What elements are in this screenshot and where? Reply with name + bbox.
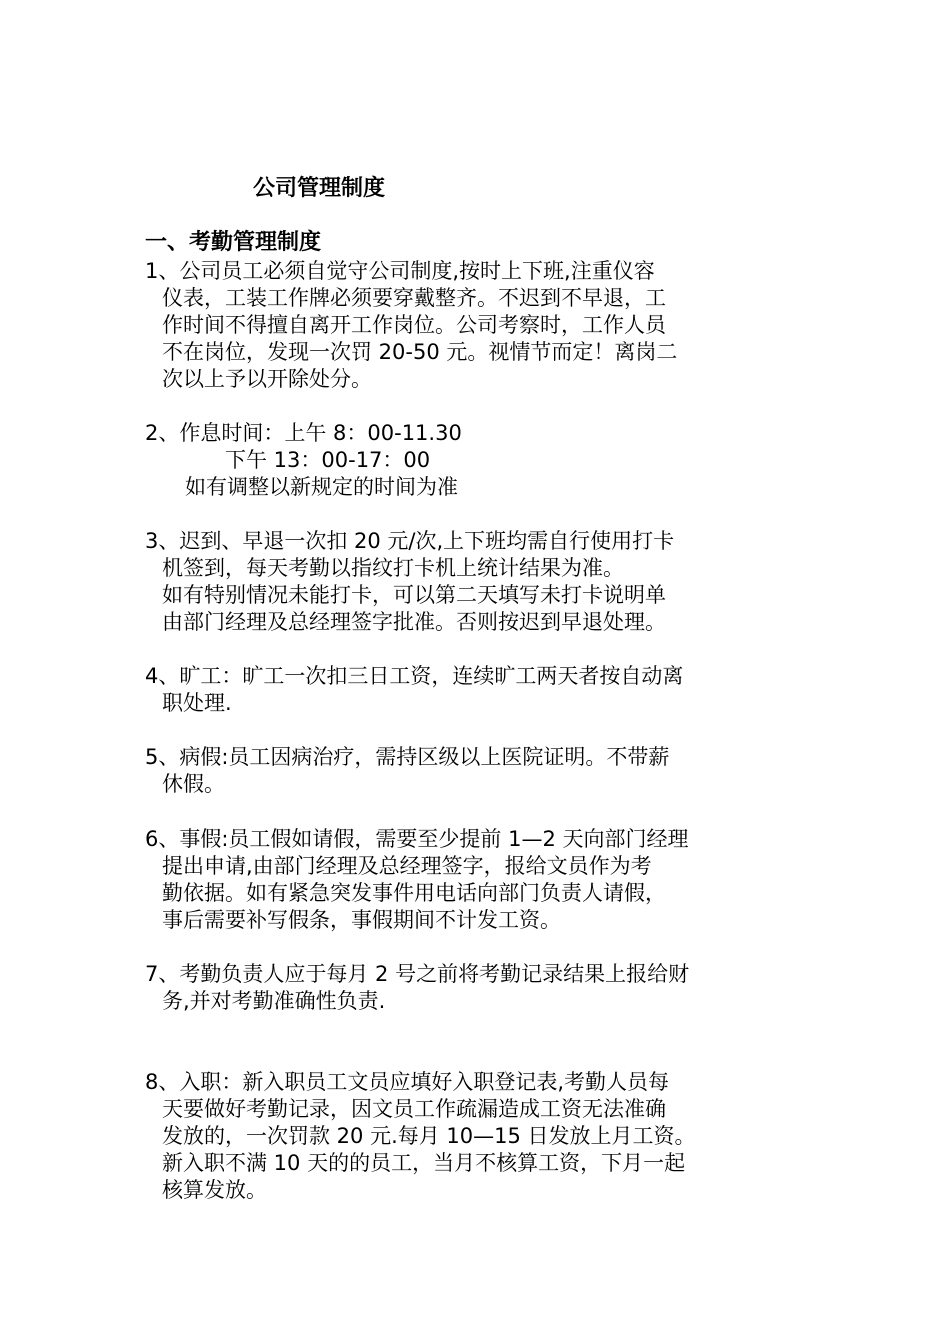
rule-8-line: 新入职不满 10 天的的员工，当月不核算工资，下月一起 [162,1151,686,1175]
rule-6-line: 6、事假:员工假如请假，需要至少提前 1—2 天向部门经理 [145,827,689,851]
rule-8-line: 核算发放。 [162,1178,267,1202]
rule-5-line: 休假。 [162,772,225,796]
rule-2-line: 如有调整以新规定的时间为准 [185,475,458,499]
rule-1-line: 1、公司员工必须自觉守公司制度,按时上下班,注重仪容 [145,259,655,283]
rule-1-line: 次以上予以开除处分。 [162,367,372,391]
rule-3-line: 机签到，每天考勤以指纹打卡机上统计结果为准。 [162,556,624,580]
rule-1-line: 作时间不得擅自离开工作岗位。公司考察时，工作人员 [162,313,666,337]
rule-3-line: 3、迟到、早退一次扣 20 元/次,上下班均需自行使用打卡 [145,529,675,553]
document-title: 公司管理制度 [253,176,386,201]
rule-8-line: 发放的，一次罚款 20 元.每月 10—15 日发放上月工资。 [162,1124,696,1148]
rule-5-line: 5、病假:员工因病治疗，需持区级以上医院证明。不带薪 [145,745,670,769]
rule-4-line: 职处理. [162,691,232,715]
rule-2-line: 下午 13：00-17：00 [225,448,431,472]
rule-7-line: 7、考勤负责人应于每月 2 号之前将考勤记录结果上报给财 [145,962,690,986]
rule-1-line: 不在岗位，发现一次罚 20-50 元。视情节而定！离岗二 [162,340,678,364]
rule-2-line: 2、作息时间：上午 8：00-11.30 [145,421,462,445]
rule-6-line: 事后需要补写假条，事假期间不计发工资。 [162,908,561,932]
rule-7-line: 务,并对考勤准确性负责. [162,989,386,1013]
rule-8-line: 8、入职：新入职员工文员应填好入职登记表,考勤人员每 [145,1070,670,1094]
rule-3-line: 由部门经理及总经理签字批准。否则按迟到早退处理。 [162,610,666,634]
rule-8-line: 天要做好考勤记录，因文员工作疏漏造成工资无法准确 [162,1097,666,1121]
rule-6-line: 提出申请,由部门经理及总经理签字，报给文员作为考 [162,854,652,878]
section-heading-attendance: 一、考勤管理制度 [145,230,322,255]
rule-4-line: 4、旷工：旷工一次扣三日工资，连续旷工两天者按自动离 [145,664,684,688]
rule-1-line: 仪表，工装工作牌必须要穿戴整齐。不迟到不早退，工 [162,286,666,310]
rule-3-line: 如有特别情况未能打卡，可以第二天填写未打卡说明单 [162,583,666,607]
rule-6-line: 勤依据。如有紧急突发事件用电话向部门负责人请假， [162,881,666,905]
